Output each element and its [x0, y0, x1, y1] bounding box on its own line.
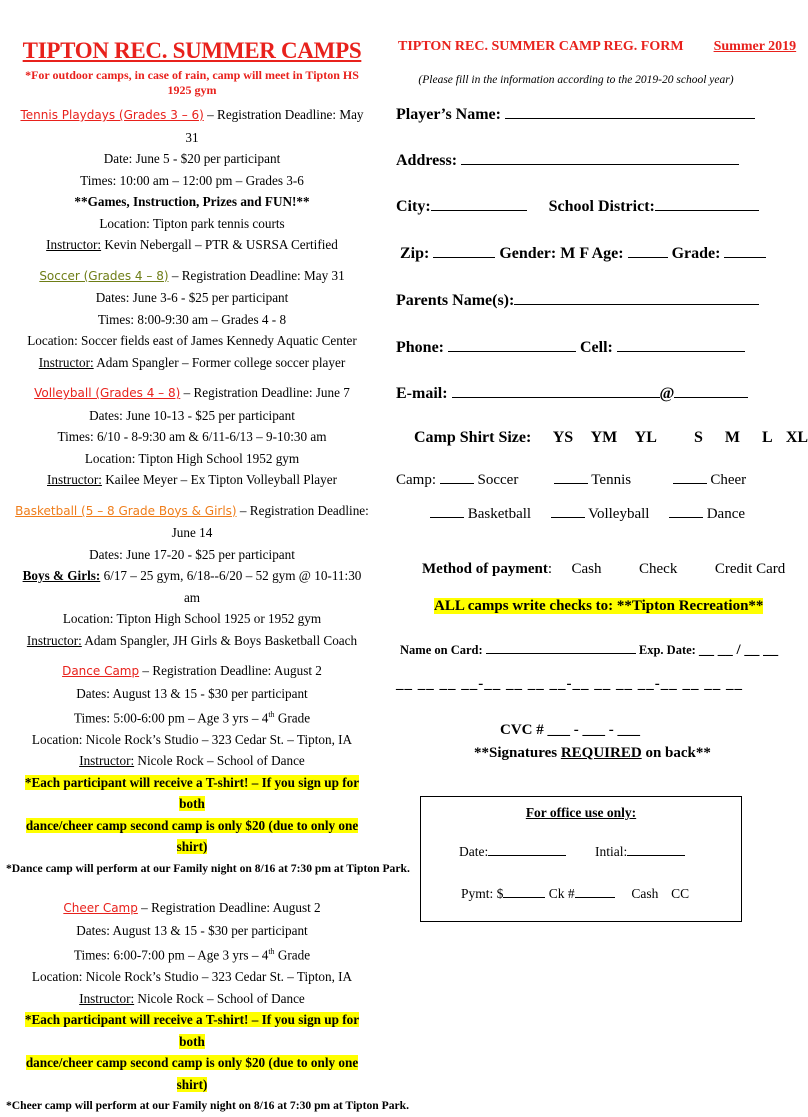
- office-date-field[interactable]: [488, 841, 566, 856]
- dance-instructor: Nicole Rock – School of Dance: [134, 753, 305, 769]
- dance-section: [6, 660, 410, 879]
- payment-cash[interactable]: Cash: [571, 561, 602, 577]
- dance-location: Location: Nicole Rock’s Studio – 323 Cedar St. – Tipton, IA: [31, 731, 353, 747]
- parents-field[interactable]: [514, 290, 759, 305]
- city-row: [396, 196, 759, 216]
- camp-tennis-blank[interactable]: [554, 469, 588, 484]
- office-pymt-label: Pymt: $: [461, 886, 504, 901]
- card-name-row: [400, 639, 778, 659]
- form-season: Summer 2019: [713, 39, 797, 54]
- camp-volleyball: Volleyball: [588, 506, 650, 522]
- tennis-camp-name: Tennis Playdays (Grades 3 – 6): [20, 108, 204, 122]
- dance-times-sup: th: [268, 710, 275, 719]
- camp-cheer-blank[interactable]: [673, 469, 707, 484]
- payment-row: Method of payment: Cash Check Credit Card: [422, 561, 786, 577]
- camp-dance: Dance: [706, 506, 746, 522]
- office-cash: Cash: [631, 886, 659, 901]
- player-name-label: Player’s Name:: [396, 106, 501, 123]
- soccer-times: Times: 8:00-9:30 am – Grades 4 - 8: [97, 311, 287, 327]
- basketball-location: Location: Tipton High School 1925 or 1952 gym: [62, 611, 322, 626]
- soccer-camp-name: Soccer (Grades 4 – 8): [39, 268, 169, 283]
- cheer-dates: Dates: August 13 & 15 - $30 per participant: [76, 922, 308, 938]
- camp-soccer: Soccer: [477, 472, 519, 488]
- dance-instructor-label: Instructor:: [79, 753, 135, 769]
- parents-label: Parents Name(s):: [396, 292, 515, 309]
- basketball-dates: Dates: June 17-20 - $25 per participant: [89, 546, 295, 562]
- office-cc: CC: [671, 886, 690, 901]
- dance-times: [14, 704, 370, 729]
- tennis-instructor: Kevin Nebergall – PTR & USRSA Certified: [101, 237, 338, 252]
- signatures-pre: **Signatures: [474, 745, 561, 761]
- city-field[interactable]: [431, 196, 527, 211]
- cell-label: Cell:: [580, 339, 613, 356]
- basketball-section: [14, 500, 370, 652]
- name-on-card-field[interactable]: [486, 639, 636, 654]
- tennis-instructor-label: Instructor:: [46, 237, 102, 252]
- volleyball-dates: Dates: June 10-13 - $25 per participant: [89, 407, 295, 423]
- office-initial-label: Intial:: [595, 844, 628, 859]
- camp-row-1: [396, 469, 746, 489]
- address-label: Address:: [396, 152, 458, 169]
- email-at: @: [659, 385, 675, 402]
- payment-credit-card[interactable]: Credit Card: [714, 561, 786, 577]
- payment-check[interactable]: Check: [639, 561, 678, 577]
- size-s[interactable]: S: [694, 429, 703, 446]
- basketball-deadline: – Registration Deadline: June 14: [171, 502, 369, 540]
- camp-label: Camp:: [396, 472, 436, 488]
- checks-note-text: ALL camps write checks to: **Tipton Recreation**: [434, 598, 764, 614]
- dance-shirt-note-1: *Each participant will receive a T-shirt! – If you sign up for both: [24, 774, 360, 812]
- exp-date-label: Exp. Date:: [638, 643, 696, 657]
- soccer-instructor: Adam Spangler – Former college soccer player: [93, 354, 346, 370]
- email-row: [396, 383, 748, 403]
- camp-volleyball-blank[interactable]: [551, 503, 585, 518]
- cheer-times-grade: Grade: [274, 947, 311, 963]
- tennis-games: **Games, Instruction, Prizes and FUN!**: [74, 194, 310, 209]
- office-title: For office use only:: [525, 805, 637, 820]
- size-l[interactable]: L: [762, 429, 772, 446]
- camps-info-column: [6, 38, 410, 1117]
- camp-basketball: Basketball: [467, 506, 532, 522]
- signatures-post: on back**: [641, 745, 711, 761]
- volleyball-location: Location: Tipton High School 1952 gym: [84, 450, 300, 466]
- tennis-section: [14, 104, 370, 256]
- volleyball-times: Times: 6/10 - 8-9:30 am & 6/11-6/13 – 9-10:30 am: [57, 429, 327, 444]
- name-on-card-label: Name on Card:: [400, 643, 483, 657]
- dance-deadline: – Registration Deadline: August 2: [139, 663, 322, 678]
- size-yl[interactable]: YL: [634, 429, 656, 446]
- school-district-label: School District:: [548, 198, 655, 215]
- camp-basketball-blank[interactable]: [430, 503, 464, 518]
- basketball-instructor-label: Instructor:: [26, 632, 82, 648]
- camp-dance-blank[interactable]: [669, 503, 703, 518]
- cheer-location: Location: Nicole Rock’s Studio – 323 Cedar St. – Tipton, IA: [31, 969, 353, 985]
- cheer-shirt-note-1: *Each participant will receive a T-shirt! – If you sign up for both: [24, 1012, 360, 1049]
- volleyball-instructor: Kailee Meyer – Ex Tipton Volleyball Player: [101, 472, 337, 487]
- office-date-label: Date:: [459, 844, 489, 859]
- office-ck-field[interactable]: [575, 883, 615, 898]
- card-number-field[interactable]: __ __ __ __-__ __ __ __-__ __ __ __-__ __ __ __: [396, 676, 743, 692]
- rain-note: *For outdoor camps, in case of rain, camp will meet in Tipton HS 1925 gym: [25, 68, 359, 97]
- volleyball-camp-name: Volleyball (Grades 4 – 8): [34, 386, 181, 400]
- player-name-field[interactable]: [505, 104, 755, 119]
- camp-tennis: Tennis: [591, 472, 632, 488]
- cheer-perform-note: *Cheer camp will perform at our Family night on 8/16 at 7:30 pm at Tipton Park.: [6, 1099, 409, 1113]
- zip-label: Zip:: [400, 245, 430, 262]
- form-note: (Please fill in the information according to the 2019-20 school year): [418, 74, 734, 86]
- cheer-camp-name: Cheer Camp: [63, 901, 138, 916]
- cvc-field[interactable]: CVC # ___ - ___ - ___: [500, 722, 640, 738]
- dance-shirt-note-2: dance/cheer camp second camp is only $20 (due to only one shirt): [25, 817, 359, 855]
- age-field[interactable]: [628, 243, 668, 258]
- city-label: City:: [396, 198, 431, 215]
- basketball-bg-text: 6/17 – 25 gym, 6/18--6/20 – 52 gym @ 10-11:30 am: [100, 568, 362, 605]
- cheer-section: [6, 897, 409, 1116]
- cheer-shirt-note-2: dance/cheer camp second camp is only $20 (due to only one shirt): [25, 1055, 359, 1092]
- soccer-section: [14, 265, 370, 374]
- dance-times-grade: Grade: [274, 710, 311, 726]
- page-title: TIPTON REC. SUMMER CAMPS: [22, 38, 362, 63]
- address-row: [396, 150, 739, 170]
- payment-label: Method of payment: [422, 561, 548, 577]
- dance-times-text: Times: 5:00-6:00 pm – Age 3 yrs – 4: [73, 710, 269, 726]
- grade-field[interactable]: [724, 243, 766, 258]
- parents-row: [396, 290, 759, 310]
- cheer-deadline: – Registration Deadline: August 2: [137, 900, 321, 916]
- cheer-instructor-label: Instructor:: [79, 990, 135, 1006]
- soccer-deadline: – Registration Deadline: May 31: [168, 267, 345, 283]
- email-user-field[interactable]: [452, 383, 660, 398]
- signatures-required: REQUIRED: [560, 745, 642, 761]
- dance-camp-name: Dance Camp: [62, 664, 140, 678]
- cheer-times: [14, 941, 370, 966]
- zip-row: [400, 243, 766, 263]
- soccer-location: Location: Soccer fields east of James Kennedy Aquatic Center: [27, 333, 357, 348]
- cheer-instructor: Nicole Rock – School of Dance: [134, 990, 305, 1006]
- basketball-instructor: Adam Spangler, JH Girls & Boys Basketball Coach: [81, 632, 358, 648]
- signatures-note: [474, 745, 711, 762]
- email-domain-field[interactable]: [674, 383, 748, 398]
- office-payment-row: [461, 883, 689, 902]
- tennis-location: Location: Tipton park tennis courts: [99, 215, 285, 231]
- office-ck-label: Ck #: [548, 886, 575, 901]
- checks-note: [434, 598, 763, 615]
- soccer-dates: Dates: June 3-6 - $25 per participant: [95, 290, 289, 305]
- office-pymt-field[interactable]: [503, 883, 545, 898]
- camp-cheer: Cheer: [710, 472, 747, 488]
- volleyball-instructor-label: Instructor:: [47, 472, 102, 487]
- size-xl[interactable]: XL: [785, 429, 808, 446]
- office-use-box: [420, 796, 742, 922]
- phone-row: [396, 337, 745, 357]
- office-date-row: [459, 841, 685, 860]
- size-ys[interactable]: YS: [552, 429, 574, 446]
- basketball-bg-label: Boys & Girls:: [22, 568, 101, 583]
- tennis-times: Times: 10:00 am – 12:00 pm – Grades 3-6: [80, 172, 304, 188]
- tennis-date: Date: June 5 - $20 per participant: [103, 151, 281, 166]
- form-title: [398, 39, 796, 55]
- camp-soccer-blank[interactable]: [440, 469, 474, 484]
- office-initial-field[interactable]: [627, 841, 685, 856]
- school-district-field[interactable]: [655, 196, 759, 211]
- email-label: E-mail:: [396, 385, 448, 402]
- shirt-size-label: Camp Shirt Size:: [414, 429, 532, 446]
- size-ym[interactable]: YM: [590, 429, 618, 446]
- exp-date-field[interactable]: __ __ / __ __: [698, 642, 779, 658]
- address-field[interactable]: [461, 150, 739, 165]
- camp-row-2: [430, 503, 745, 523]
- cheer-times-sup: th: [268, 947, 275, 957]
- volleyball-deadline: – Registration Deadline: June 7: [180, 385, 350, 400]
- cheer-times-text: Times: 6:00-7:00 pm – Age 3 yrs – 4: [73, 947, 269, 963]
- zip-field[interactable]: [433, 243, 495, 258]
- gender-age-label: Gender: M F Age:: [499, 245, 624, 262]
- player-name-row: [396, 104, 755, 124]
- phone-field[interactable]: [448, 337, 576, 352]
- volleyball-section: [14, 382, 370, 491]
- shirt-size-row: [414, 429, 808, 447]
- size-m[interactable]: M: [724, 429, 741, 446]
- basketball-camp-name: Basketball (5 – 8 Grade Boys & Girls): [15, 503, 237, 518]
- dance-perform-note: *Dance camp will perform at our Family night on 8/16 at 7:30 pm at Tipton Park.: [6, 861, 410, 875]
- cell-field[interactable]: [617, 337, 745, 352]
- phone-label: Phone:: [396, 339, 444, 356]
- grade-label: Grade:: [671, 245, 721, 262]
- soccer-instructor-label: Instructor:: [38, 354, 94, 370]
- dance-dates: Dates: August 13 & 15 - $30 per participant: [76, 685, 308, 701]
- form-title-text: TIPTON REC. SUMMER CAMP REG. FORM: [398, 39, 684, 54]
- tennis-deadline: – Registration Deadline: May 31: [185, 107, 364, 145]
